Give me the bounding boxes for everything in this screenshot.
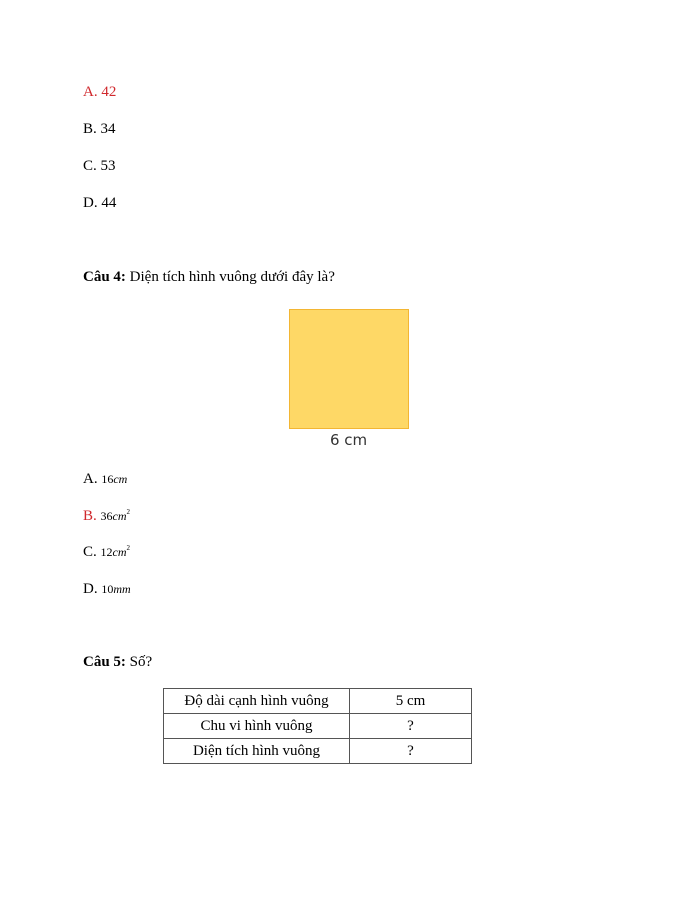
q5-table (163, 688, 472, 764)
square-figure (289, 309, 409, 429)
q5-label: Câu 5: (83, 654, 126, 670)
q4-option-b: B. $36cm^2$ (83, 508, 131, 524)
q4-question (83, 268, 335, 286)
table-row: Độ dài cạnh hình vuông 5 cm (164, 689, 472, 714)
square-side-label: 6 cm (330, 431, 368, 449)
table-row: Diện tích hình vuông ? (164, 739, 472, 764)
q4-option-a: A. 16cm (83, 471, 128, 487)
table-row: Chu vi hình vuông ? (164, 714, 472, 739)
q4-option-c: C. $12cm^2$ (83, 544, 131, 560)
q4-text: Diện tích hình vuông dưới đây là? (125, 269, 335, 285)
q3-option-b: B. 34 (83, 121, 116, 137)
q3-option-d: D. 44 (83, 195, 117, 211)
q3-option-c: C. 53 (83, 158, 116, 174)
q4-label: Câu 4: (83, 269, 126, 285)
q4-option-d: D. 10mm (83, 581, 131, 597)
q5-text: Số? (125, 654, 153, 670)
q3-option-a: A. 42 (83, 84, 117, 100)
q5-question (83, 653, 152, 671)
